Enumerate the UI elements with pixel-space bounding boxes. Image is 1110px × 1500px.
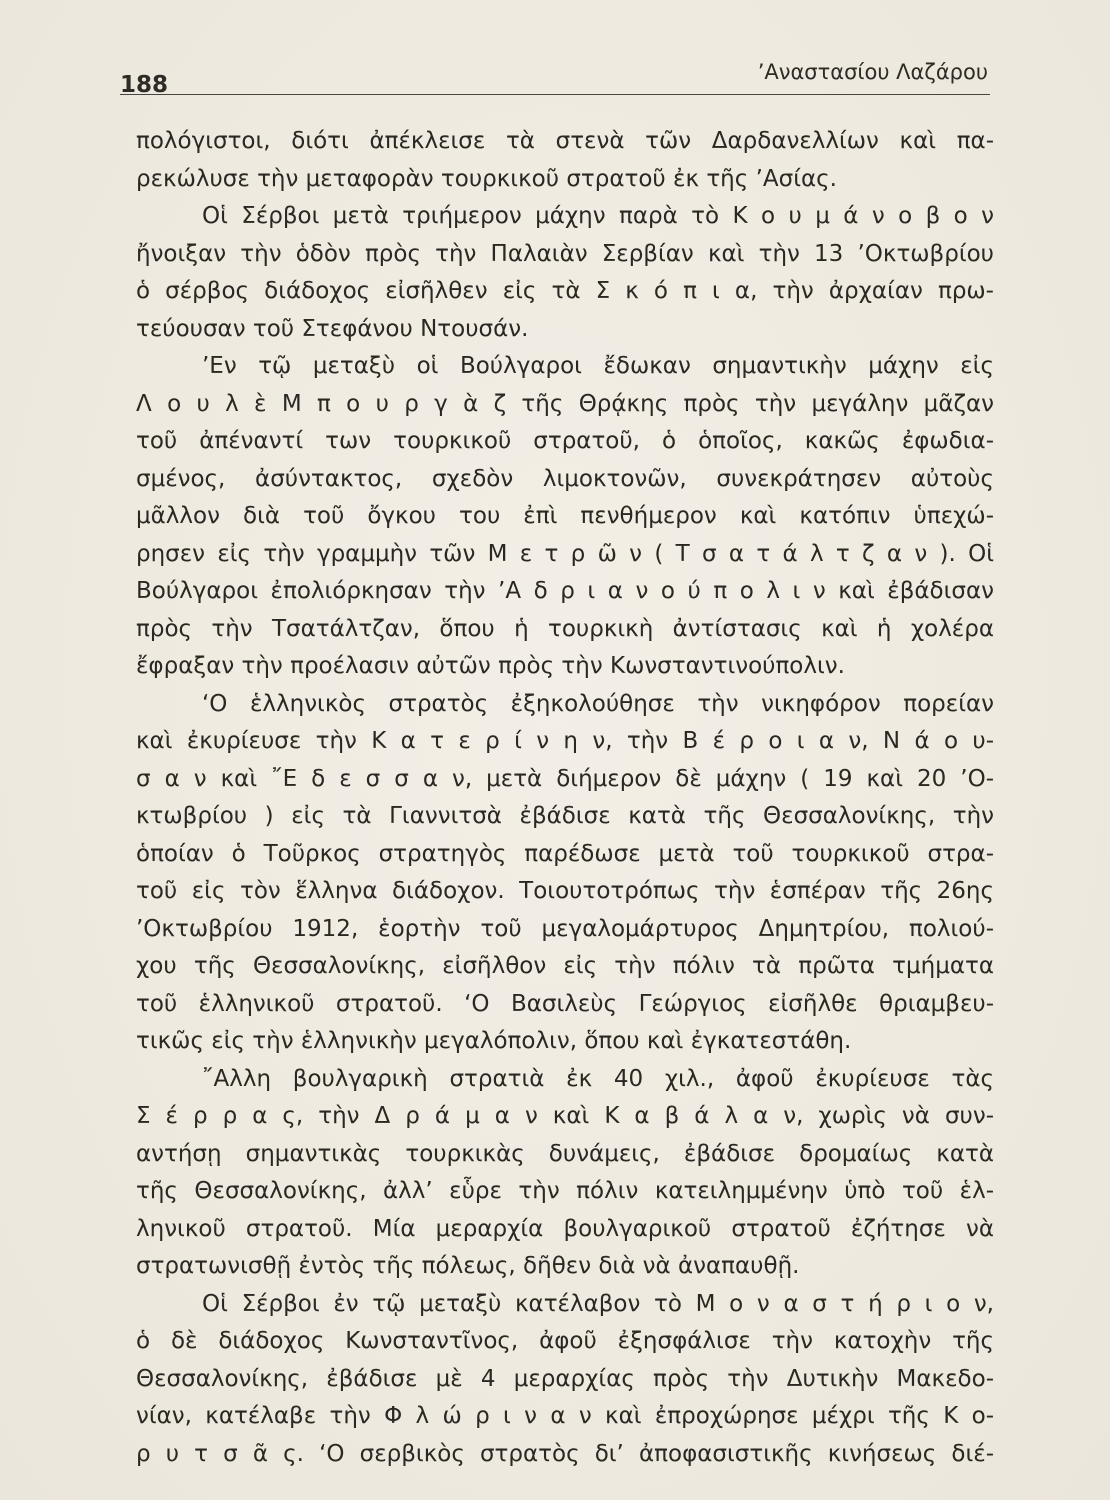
header-rule (120, 94, 990, 95)
text-line: τῆς Θεσσαλονίκης, ἀλλ’ εὗρε τὴν πόλιν κατειλημμένην ὑπὸ τοῦ ἑλ- (136, 1178, 994, 1204)
text-line: σμένος, ἀσύντακτος, σχεδὸν λιμοκτονῶν, συνεκράτησεν αὐτοὺς (136, 465, 994, 492)
text-line: Οἱ Σέρβοι μετὰ τριήμερον μάχην παρὰ τὸ Κ ο υ μ ά ν ο β ο ν (202, 203, 994, 229)
text-line: ρησεν εἰς τὴν γραμμὴν τῶν Μ ε τ ρ ῶ ν ( Τ σ α τ ά λ τ ζ α ν ). Οἱ (136, 540, 994, 567)
text-line: ῎Αλλη βουλγαρικὴ στρατιὰ ἐκ 40 χιλ., ἀφοῦ ἐκυρίευσε τὰς (202, 1065, 994, 1092)
text-line: καὶ ἐκυρίευσε τὴν Κ α τ ε ρ ί ν η ν, τὴν Β έ ρ ο ι α ν, Ν ά ο υ- (136, 728, 994, 754)
text-line: ’Οκτωβρίου 1912, ἑορτὴν τοῦ μεγαλομάρτυρος Δημητρίου, πολιού- (136, 915, 994, 942)
text-line: κτωβρίου ) εἰς τὰ Γιαννιτσὰ ἐβάδισε κατὰ τῆς Θεσσαλονίκης, τὴν (136, 803, 994, 829)
text-line: πολόγιστοι, διότι ἀπέκλεισε τὰ στενὰ τῶν Δαρδανελλίων καὶ πα- (136, 128, 994, 154)
text-line: ληνικοῦ στρατοῦ. Μία μεραρχία βουλγαρικοῦ στρατοῦ ἐζήτησε νὰ (136, 1215, 994, 1242)
text-line: ἔφραξαν τὴν προέλασιν αὐτῶν πρὸς τὴν Κωνσταντινούπολιν. (136, 653, 845, 679)
text-line: ὁ δὲ διάδοχος Κωνσταντῖνος, ἀφοῦ ἐξησφάλισε τὴν κατοχὴν τῆς (136, 1328, 994, 1354)
text-line: ἤνοιξαν τὴν ὁδὸν πρὸς τὴν Παλαιὰν Σερβίαν καὶ τὴν 13 ’Οκτωβρίου (136, 240, 994, 267)
text-line: αντήσῃ σημαντικὰς τουρκικὰς δυνάμεις, ἐβάδισε δρομαίως κατὰ (136, 1140, 994, 1167)
text-line: σ α ν καὶ ῎Ε δ ε σ σ α ν, μετὰ διήμερον δὲ μάχην ( 19 καὶ 20 ’Ο- (136, 765, 994, 792)
text-line: τοῦ ἑλληνικοῦ στρατοῦ. ‘Ο Βασιλεὺς Γεώργιος εἰσῆλθε θριαμβευ- (136, 990, 994, 1017)
text-line: στρατωνισθῇ ἐντὸς τῆς πόλεως, δῆθεν διὰ νὰ ἀναπαυθῇ. (136, 1253, 800, 1279)
text-line: Λ ο υ λ ὲ Μ π ο υ ρ γ ὰ ζ τῆς Θρᾴκης πρὸς τὴν μεγάλην μᾶζαν (136, 390, 994, 417)
text-line: τοῦ ἀπέναντί των τουρκικοῦ στρατοῦ, ὁ ὁποῖος, κακῶς ἐφωδια- (136, 428, 994, 454)
text-line: ‘Ο ἑλληνικὸς στρατὸς ἐξηκολούθησε τὴν νικηφόρον πορείαν (202, 690, 994, 717)
running-title: ’Αναστασίου Λαζάρου (757, 60, 988, 84)
text-line: νίαν, κατέλαβε τὴν Φ λ ώ ρ ι ν α ν καὶ ἐπροχώρησε μέχρι τῆς Κ ο- (136, 1403, 994, 1429)
text-line: ρ υ τ σ ᾶ ς. ‘Ο σερβικὸς στρατὸς δι’ ἀποφασιστικῆς κινήσεως διέ- (136, 1440, 994, 1467)
text-line: Βούλγαροι ἐπολιόρκησαν τὴν ’Α δ ρ ι α ν ο ύ π ο λ ι ν καὶ ἐβάδισαν (136, 578, 994, 604)
text-line: χου τῆς Θεσσαλονίκης, εἰσῆλθον εἰς τὴν πόλιν τὰ πρῶτα τμήματα (136, 953, 994, 979)
text-line: ’Εν τῷ μεταξὺ οἱ Βούλγαροι ἔδωκαν σημαντικὴν μάχην εἰς (202, 353, 994, 379)
text-line: ὁποίαν ὁ Τοῦρκος στρατηγὸς παρέδωσε μετὰ τοῦ τουρκικοῦ στρα- (136, 840, 994, 867)
page-number: 188 (120, 72, 169, 98)
text-line: τικῶς εἰς τὴν ἑλληνικὴν μεγαλόπολιν, ὅπου καὶ ἐγκατεστάθη. (136, 1028, 852, 1054)
text-line: Θεσσαλονίκης, ἐβάδισε μὲ 4 μεραρχίας πρὸς τὴν Δυτικὴν Μακεδο- (136, 1365, 994, 1392)
text-line: πρὸς τὴν Τσατάλτζαν, ὅπου ἡ τουρκικὴ ἀντίστασις καὶ ἡ χολέρα (136, 615, 994, 642)
text-line: Σ έ ρ ρ α ς, τὴν Δ ρ ά μ α ν καὶ Κ α β ά λ α ν, χωρὶς νὰ συν- (136, 1103, 994, 1129)
text-line: τοῦ εἰς τὸν ἕλληνα διάδοχον. Τοιουτοτρόπως τὴν ἑσπέραν τῆς 26ης (136, 878, 994, 904)
text-line: ρεκώλυσε τὴν μεταφορὰν τουρκικοῦ στρατοῦ ἐκ τῆς ’Ασίας. (136, 165, 837, 192)
text-line: Οἱ Σέρβοι ἐν τῷ μεταξὺ κατέλαβον τὸ Μ ο ν α σ τ ή ρ ι ο ν, (202, 1290, 994, 1317)
body-text (136, 123, 994, 1473)
text-line: τεύουσαν τοῦ Στεφάνου Ντουσάν. (136, 315, 529, 342)
text-line: ὁ σέρβος διάδοχος εἰσῆλθεν εἰς τὰ Σ κ ό π ι α, τὴν ἀρχαίαν πρω- (136, 278, 994, 304)
text-line: μᾶλλον διὰ τοῦ ὄγκου του ἐπὶ πενθήμερον καὶ κατόπιν ὑπεχώ- (136, 503, 994, 529)
